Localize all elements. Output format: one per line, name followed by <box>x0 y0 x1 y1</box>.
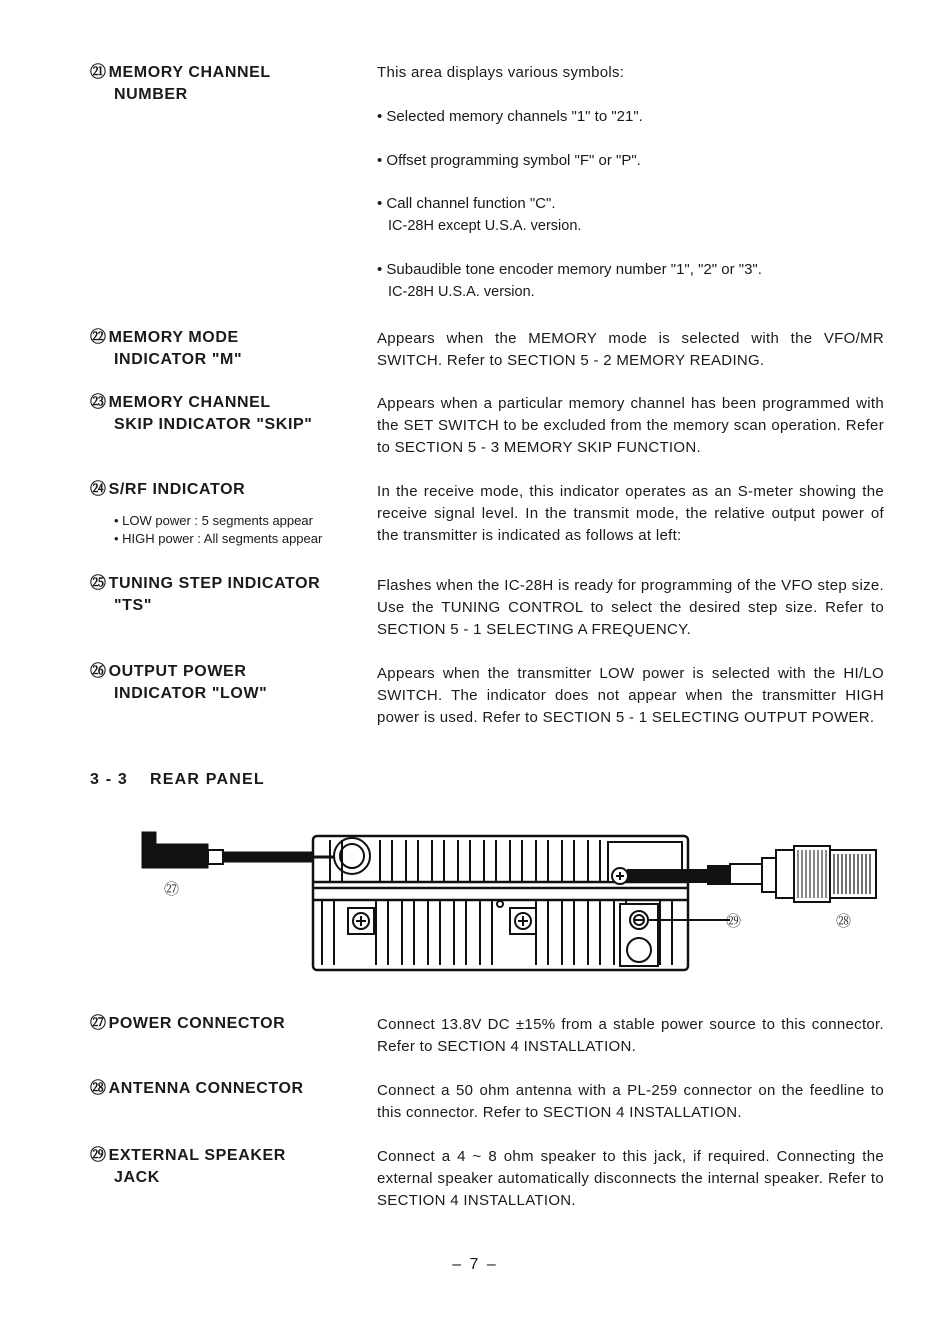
desc-memory-skip-indicator: Appears when a particular memory channel has been programmed with the SET SWITCH to be excluded from the memory scan operation. Refer to SECTION 5 - 3 MEMORY SKIP FUNCTION. <box>377 395 884 456</box>
bullet-item: • Offset programming symbol "F" or "P". <box>377 152 641 169</box>
desc-antenna-connector: Connect a 50 ohm antenna with a PL-259 connector on the feedline to this connector. Refer to SECTION 4 INSTALLATION. <box>377 1082 884 1121</box>
heading-antenna-connector: ㉘ ANTENNA CONNECTOR <box>90 1080 304 1097</box>
figure-label-power-connector: ㉗ <box>164 880 180 898</box>
desc-memory-mode-indicator: Appears when the MEMORY mode is selected with the VFO/MR SWITCH. Refer to SECTION 5 - 2 MEMORY READING. <box>377 330 884 369</box>
desc-srf-indicator: In the receive mode, this indicator operates as an S-meter showing the receive signal level. In the transmit mode, the relative output power of the transmitter is indicated as follows at left: <box>377 483 884 544</box>
heading-memory-skip-indicator: ㉓ MEMORY CHANNEL SKIP INDICATOR "SKIP" <box>90 394 313 433</box>
heading-output-power-indicator: ㉖ OUTPUT POWER INDICATOR "LOW" <box>90 663 268 702</box>
heading-external-speaker-jack: ㉙ EXTERNAL SPEAKER JACK <box>90 1147 286 1186</box>
power-cable-icon <box>142 832 335 868</box>
srf-segment-list <box>114 512 374 548</box>
bullet-subnote: IC-28H except U.S.A. version. <box>388 218 582 234</box>
list-item: • LOW power : 5 segments appear <box>114 513 313 528</box>
heading-memory-mode-indicator: ㉒ MEMORY MODE INDICATOR "M" <box>90 329 243 368</box>
heading-power-connector: ㉗ POWER CONNECTOR <box>90 1015 286 1032</box>
heading-srf-indicator: ㉔ S/RF INDICATOR <box>90 481 246 498</box>
heatsink-fins-top-icon <box>330 838 600 882</box>
desc-intro: This area displays various symbols: <box>377 64 625 81</box>
desc-power-connector: Connect 13.8V DC ±15% from a stable power source to this connector. Refer to SECTION 4 INSTALLATION. <box>377 1016 884 1055</box>
rear-panel-drawing <box>130 820 890 980</box>
heading-memory-channel-number: ㉑ MEMORY CHANNEL NUMBER <box>90 64 271 103</box>
desc-memory-channel-number <box>377 62 885 84</box>
desc-tuning-step-indicator: Flashes when the IC-28H is ready for programming of the VFO step size. Use the TUNING CONTROL to select the desired step size. Refer to SECTION 5 - 1 SELECTING A FREQUENCY. <box>377 577 884 638</box>
bullet-item: • Subaudible tone encoder memory number "1", "2" or "3". IC-28H U.S.A. version. <box>377 259 897 303</box>
desc-output-power-indicator: Appears when the transmitter LOW power is selected with the HI/LO SWITCH. The indicator does not appear when the transmitter HIGH power is used. Refer to SECTION 5 - 1 SELECTING OUTPUT POWER. <box>377 665 884 726</box>
figure-label-antenna-connector: ㉘ <box>836 912 852 930</box>
antenna-connector-icon <box>608 842 876 902</box>
bullet-subnote: IC-28H U.S.A. version. <box>388 284 535 300</box>
section-title: 3 - 3 REAR PANEL <box>90 771 265 788</box>
rear-panel-figure <box>130 820 890 980</box>
bullet-item: • Selected memory channels "1" to "21". <box>377 108 643 125</box>
page-number: – 7 – <box>452 1256 498 1273</box>
desc-external-speaker-jack: Connect a 4 ~ 8 ohm speaker to this jack, if required. Connecting the external speaker automatically disconnects the internal speaker. Refer to SECTION 4 INSTALLATION. <box>377 1148 884 1209</box>
heading-tuning-step-indicator: ㉕ TUNING STEP INDICATOR "TS" <box>90 575 321 614</box>
bullet-item: • Call channel function "C". IC-28H except U.S.A. version. <box>377 193 885 237</box>
speaker-jack-icon <box>620 904 730 966</box>
figure-label-speaker-jack: ㉙ <box>726 912 742 930</box>
list-item: • HIGH power : All segments appear <box>114 531 323 546</box>
